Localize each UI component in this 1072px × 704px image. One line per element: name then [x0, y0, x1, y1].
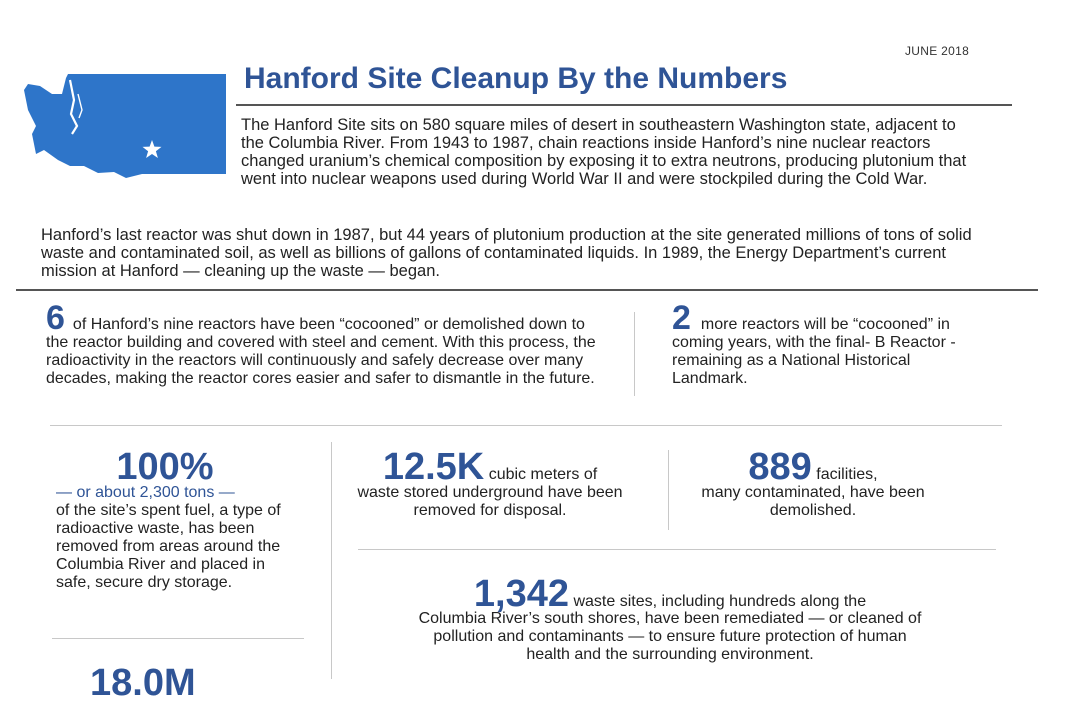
- stat-spent-fuel-number: 100%: [116, 446, 214, 488]
- washington-state-shape: [24, 74, 226, 178]
- stat-description: Columbia River’s south shores, have been remediated — or cleaned of pollution and contaminants — to ensure future protection of human health and the surrounding environment.: [418, 610, 922, 663]
- stat-partial-number: 18.0M: [90, 662, 196, 704]
- stat-number: 2: [672, 299, 691, 337]
- stat-reactors-future: [672, 299, 962, 388]
- stat-headline: [352, 448, 628, 486]
- stat-spent-fuel-sub: — or about 2,300 tons —: [56, 484, 235, 501]
- stat-headline: [700, 448, 926, 486]
- column-divider: [668, 450, 669, 530]
- publication-date: JUNE 2018: [905, 44, 970, 58]
- stat-reactors-cocooned: [46, 299, 606, 388]
- column-divider: [331, 442, 332, 679]
- stat-headline: [410, 573, 930, 615]
- stat-waste-sites: [410, 573, 930, 664]
- stat-number: 889: [748, 446, 812, 488]
- stat-inline-text: cubic meters of: [488, 466, 598, 483]
- page-title: Hanford Site Cleanup By the Numbers: [244, 62, 788, 95]
- stat-description: of Hanford’s nine reactors have been “cocooned” or demolished down to the reactor building and covered with steel and cement. With this process, the radioactivity in the reactors will continuously and safely decrease over many decades, making the reactor cores easier and safer to dismantle in the future.: [46, 316, 596, 387]
- stat-number: 12.5K: [382, 446, 485, 488]
- washington-state-map: [22, 70, 228, 182]
- intro-paragraph: The Hanford Site sits on 580 square miles of desert in southeastern Washington state, adjacent to the Columbia River. From 1943 to 1987, chain reactions inside Hanford’s nine nuclear reactors changed uranium’s chemical composition by exposing it to extra neutrons, producing plutonium that went into nuclear weapons used during World War II and were stockpiled during the Cold War.: [241, 116, 967, 188]
- stat-description: waste stored underground have been removed for disposal.: [357, 484, 623, 519]
- stat-spent-fuel-text: of the site’s spent fuel, a type of radioactive waste, has been removed from areas around the Columbia River and placed in safe, secure dry storage.: [56, 502, 281, 591]
- stat-waste-removed: [352, 448, 628, 520]
- section-rule: [16, 289, 1038, 291]
- stat-inline-text: waste sites, including hundreds along the: [573, 593, 867, 610]
- stat-number: 6: [46, 299, 65, 337]
- column-divider: [634, 312, 635, 396]
- stat-description: many contaminated, have been demolished.: [701, 484, 925, 519]
- history-paragraph: Hanford’s last reactor was shut down in 1987, but 44 years of plutonium production at the site generated millions of tons of solid waste and contaminated soil, as well as billions of gallons of contaminated liquids. In 1989, the Energy Department’s current mission at Hanford — cleaning up the waste — began.: [41, 226, 972, 280]
- stat-facilities: [700, 448, 926, 520]
- title-rule: [236, 104, 1012, 106]
- stat-number: 1,342: [473, 573, 569, 615]
- row-divider: [52, 638, 304, 639]
- stat-description: more reactors will be “cocooned” in coming years, with the final- B Reactor - remaining as a National Historical Landmark.: [672, 316, 956, 387]
- stat-inline-text: facilities,: [816, 466, 878, 483]
- row-divider: [50, 425, 1002, 426]
- row-divider: [358, 549, 996, 550]
